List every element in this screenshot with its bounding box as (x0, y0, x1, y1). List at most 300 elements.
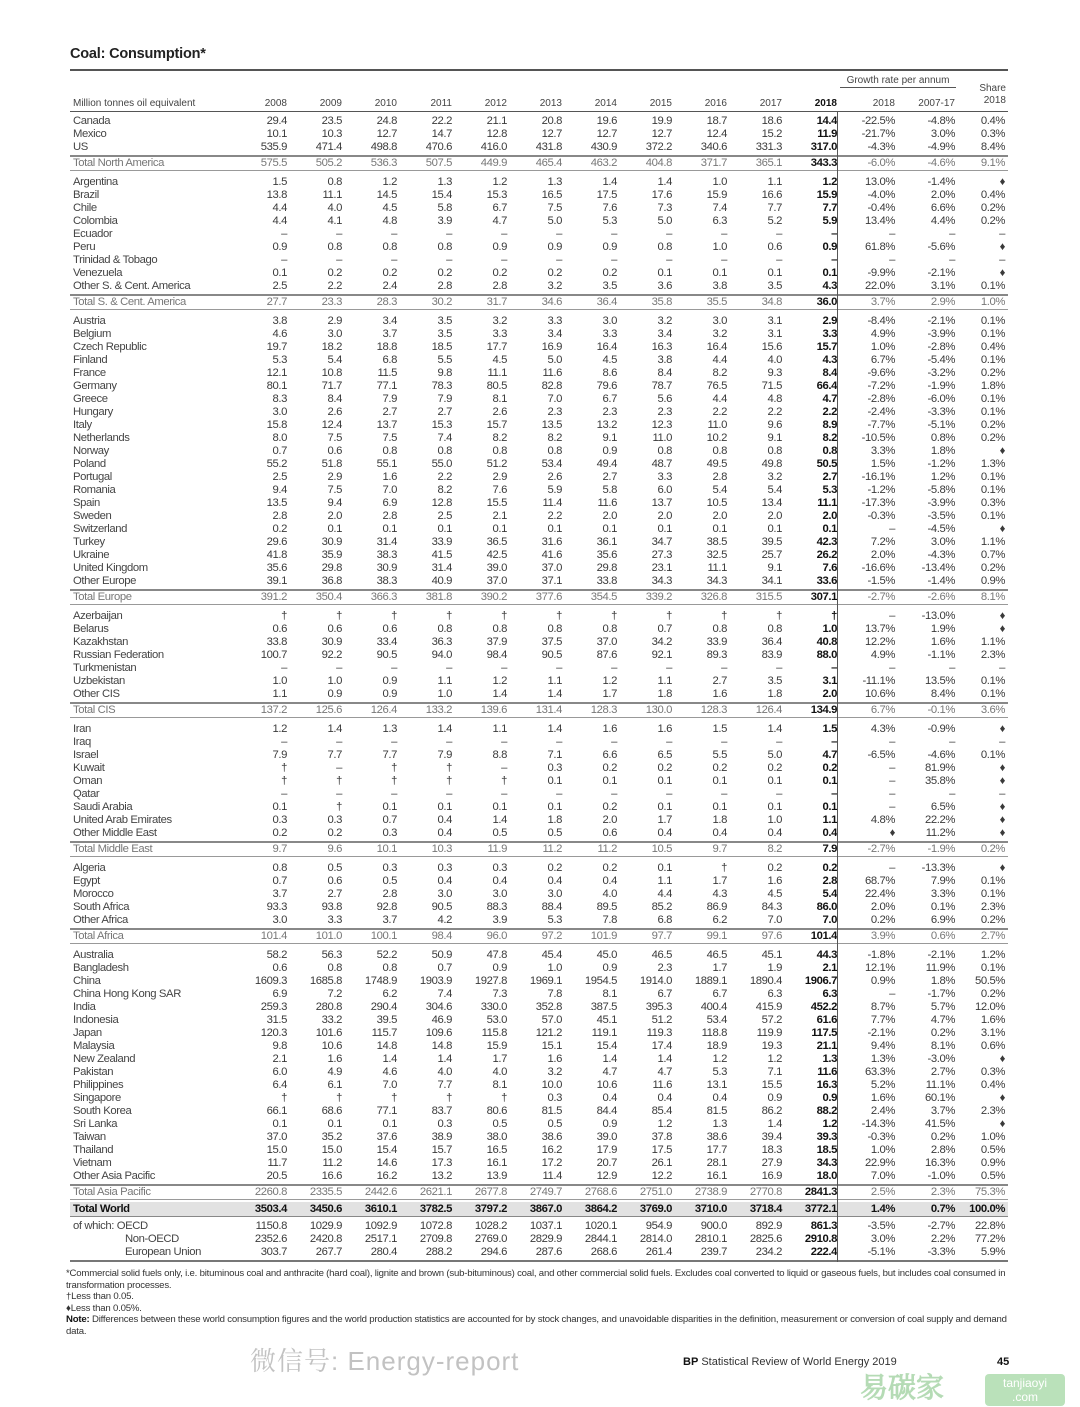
growth-2018: 2.4% (870, 1105, 895, 1117)
value-2014: 119.1 (591, 1027, 617, 1039)
value-2008: 575.5 (260, 157, 287, 169)
value-2010: 0.3 (382, 827, 397, 839)
value-2012: 8.8 (492, 749, 507, 761)
share-2018: 0.1% (980, 354, 1005, 366)
value-2009: 1.6 (327, 1053, 342, 1065)
value-2008: 4.6 (272, 328, 287, 340)
value-2015: 92.1 (651, 649, 672, 661)
row-label: Venezuela (73, 267, 123, 279)
value-2014: 84.4 (596, 1105, 617, 1117)
share-2018: 0.9% (980, 1157, 1005, 1169)
row-label: Other Africa (73, 914, 128, 926)
value-2010: 0.7 (382, 814, 397, 826)
row-label: Other Middle East (73, 827, 157, 839)
growth-2007-17: 16.3% (924, 1157, 955, 1169)
value-2015: 0.4 (657, 827, 672, 839)
value-2017: 16.6 (761, 189, 782, 201)
value-2013: 2.3 (547, 406, 562, 418)
row-label: Philippines (73, 1079, 124, 1091)
value-2010: 0.5 (382, 875, 397, 887)
value-2011: 109.6 (425, 1027, 452, 1039)
share-2018: 0.5% (980, 1144, 1005, 1156)
growth-2018: -17.3% (861, 497, 895, 509)
growth-2018: – (889, 788, 895, 800)
value-2017: 49.8 (761, 458, 782, 470)
growth-2018: 22.0% (864, 280, 895, 292)
value-2015: 34.7 (651, 536, 672, 548)
value-2008: 101.4 (260, 930, 287, 942)
value-2014: 0.9 (602, 962, 617, 974)
table-row (70, 749, 1008, 762)
value-2016: 1.5 (712, 723, 727, 735)
row-label: Russian Federation (73, 649, 164, 661)
value-2015: 37.8 (651, 1131, 672, 1143)
table-row (70, 1053, 1008, 1066)
value-2014: 0.1 (602, 523, 617, 535)
row-label: Thailand (73, 1144, 114, 1156)
value-2015: 130.0 (645, 704, 672, 716)
value-2018: 0.1 (822, 523, 837, 535)
value-2008: 0.1 (272, 801, 287, 813)
value-2009: 0.6 (327, 623, 342, 635)
year-header-2013: 2013 (539, 98, 562, 109)
value-2016: 34.3 (706, 575, 727, 587)
share-2018: 1.8% (980, 380, 1005, 392)
growth-2018: -6.0% (867, 157, 895, 169)
value-2011: 15.7 (431, 1144, 452, 1156)
value-2011: 4.2 (437, 914, 452, 926)
value-2012: 12.8 (486, 128, 507, 140)
value-2016: 0.1 (712, 801, 727, 813)
growth-2007-17: 2.9% (930, 296, 955, 308)
value-2009: 4.0 (327, 202, 342, 214)
value-2011: 14.7 (431, 128, 452, 140)
value-2016: 6.3 (712, 215, 727, 227)
value-2010: 92.8 (376, 901, 397, 913)
value-2015: 119.3 (646, 1027, 672, 1039)
value-2010: 1.3 (382, 723, 397, 735)
value-2009: – (336, 254, 342, 266)
growth-2007-17: 1.2% (930, 471, 955, 483)
value-2008: 2352.6 (254, 1233, 287, 1245)
growth-2018: 4.8% (870, 814, 895, 826)
value-2011: 1903.9 (419, 975, 452, 987)
share-2018: 0.2% (980, 432, 1005, 444)
value-2016: 0.1 (712, 775, 727, 787)
table-row (70, 1079, 1008, 1092)
of-which-row (70, 1246, 1008, 1259)
value-2013: 0.5 (547, 1118, 562, 1130)
value-2016: 2810.1 (694, 1233, 727, 1245)
value-2014: 0.2 (602, 762, 617, 774)
share-2018: 1.6% (980, 1014, 1005, 1026)
growth-2018: 68.7% (864, 875, 895, 887)
row-label: Chile (73, 202, 97, 214)
share-2018: 0.7% (980, 549, 1005, 561)
growth-2007-17: -4.6% (927, 157, 955, 169)
row-label: Iran (73, 723, 91, 735)
value-2012: 15.3 (486, 189, 507, 201)
value-2018: 1.2 (822, 1118, 837, 1130)
value-2013: 431.8 (535, 141, 562, 153)
value-2017: 7.0 (767, 914, 782, 926)
row-label: Mexico (73, 128, 107, 140)
value-2014: 1.2 (602, 675, 617, 687)
value-2012: 3.2 (492, 315, 507, 327)
value-2009: 6.1 (327, 1079, 342, 1091)
value-2008: 35.6 (266, 562, 287, 574)
growth-2018: – (889, 988, 895, 1000)
value-2017: 2825.6 (749, 1233, 782, 1245)
value-2009: 71.7 (321, 380, 342, 392)
value-2018: 18.0 (816, 1170, 837, 1182)
value-2015: 261.4 (645, 1246, 672, 1258)
value-2013: 8.2 (547, 432, 562, 444)
value-2015: 8.4 (657, 367, 672, 379)
value-2015: 23.1 (651, 562, 672, 574)
table-row (70, 497, 1008, 510)
value-2016: 239.7 (700, 1246, 727, 1258)
value-2012: 0.8 (492, 445, 507, 457)
table-row (70, 723, 1008, 736)
value-2017: 0.2 (767, 862, 782, 874)
value-2016: 3.8 (712, 280, 727, 292)
value-2016: 86.9 (706, 901, 727, 913)
value-2017: 18.6 (761, 115, 782, 127)
share-2018: 3.6% (980, 704, 1005, 716)
growth-2018: 1.3% (870, 1053, 895, 1065)
value-2010: 1748.9 (364, 975, 397, 987)
value-2010: 15.4 (376, 1144, 397, 1156)
value-2013: 3.3 (547, 315, 562, 327)
value-2015: 2.3 (657, 962, 672, 974)
row-label: Finland (73, 354, 108, 366)
value-2018: 7.0 (822, 914, 837, 926)
growth-2018: 0.2% (870, 914, 895, 926)
value-2010: – (391, 736, 397, 748)
value-2008: 39.1 (266, 575, 287, 587)
value-2013: 0.1 (547, 775, 562, 787)
value-2012: 139.6 (480, 704, 507, 716)
value-2012: 2.6 (492, 406, 507, 418)
value-2008: 0.6 (272, 623, 287, 635)
growth-2007-17: – (949, 228, 955, 240)
value-2014: 4.0 (602, 888, 617, 900)
row-label: Hungary (73, 406, 113, 418)
growth-2007-17: 1.9% (930, 623, 955, 635)
value-2018: 1.5 (822, 723, 837, 735)
share-2018: 0.1% (980, 280, 1005, 292)
value-2013: 38.6 (541, 1131, 562, 1143)
value-2017: 3.1 (767, 315, 782, 327)
value-2008: 7.9 (272, 749, 287, 761)
value-2011: 0.8 (437, 623, 452, 635)
value-2015: 46.5 (651, 949, 672, 961)
value-2008: † (281, 610, 287, 622)
value-2008: 27.7 (266, 296, 287, 308)
table-row (70, 1157, 1008, 1170)
value-2016: 1889.1 (694, 975, 727, 987)
value-2013: 11.2 (542, 843, 562, 855)
value-2014: 1.6 (602, 723, 617, 735)
value-2018: 117.5 (811, 1027, 837, 1039)
value-2014: 29.8 (596, 562, 617, 574)
value-2008: – (281, 736, 287, 748)
value-2014: 45.0 (596, 949, 617, 961)
value-2018: 34.3 (816, 1157, 837, 1169)
value-2015: 954.9 (645, 1220, 672, 1232)
table-row (70, 328, 1008, 341)
value-2009: – (336, 762, 342, 774)
value-2016: 17.7 (706, 1144, 727, 1156)
value-2009: 1029.9 (309, 1220, 342, 1232)
value-2018: 4.3 (822, 354, 837, 366)
value-2008: 0.2 (272, 827, 287, 839)
value-2015: 3769.0 (639, 1203, 672, 1215)
share-header (979, 83, 1006, 107)
share-2018: 2.3% (980, 649, 1005, 661)
value-2013: 7.8 (547, 988, 562, 1000)
growth-2018: 6.7% (870, 704, 895, 716)
growth-2007-17: 3.0% (930, 128, 955, 140)
value-2017: 5.4 (767, 484, 782, 496)
growth-2018: 2.5% (870, 1186, 895, 1198)
table-row (70, 115, 1008, 128)
value-2010: – (391, 662, 397, 674)
value-2008: 535.9 (260, 141, 287, 153)
share-2018: 0.1% (980, 328, 1005, 340)
share-2018: – (999, 254, 1005, 266)
value-2017: 4.8 (767, 393, 782, 405)
share-2018: 2.3% (980, 1105, 1005, 1117)
value-2013: 16.5 (541, 189, 562, 201)
value-2015: 12.2 (651, 1170, 672, 1182)
value-2016: 6.7 (712, 988, 727, 1000)
row-label: United Kingdom (73, 562, 148, 574)
value-2017: 0.1 (767, 523, 782, 535)
value-2016: 12.4 (706, 128, 727, 140)
value-2017: – (776, 254, 782, 266)
value-2011: 41.5 (431, 549, 452, 561)
value-2016: 2738.9 (694, 1186, 727, 1198)
value-2018: 0.9 (822, 241, 837, 253)
growth-2018: -1.8% (867, 949, 895, 961)
growth-2007-17: 2.3% (930, 1186, 955, 1198)
row-label: Turkmenistan (73, 662, 137, 674)
row-label: Other Europe (73, 575, 137, 587)
value-2015: 11.6 (652, 1079, 672, 1091)
value-2010: 6.2 (382, 988, 397, 1000)
value-2018: 8.4 (822, 367, 837, 379)
value-2013: 31.6 (541, 536, 562, 548)
value-2009: 350.4 (315, 591, 342, 603)
value-2012: 16.5 (486, 1144, 507, 1156)
value-2014: 10.6 (596, 1079, 617, 1091)
table-row (70, 623, 1008, 636)
share-2018: ♦ (999, 610, 1005, 622)
table-row (70, 988, 1008, 1001)
value-2012: 390.2 (480, 591, 507, 603)
share-2018: 0.2% (980, 202, 1005, 214)
value-2010: 14.5 (376, 189, 397, 201)
value-2017: 0.9 (767, 1092, 782, 1104)
value-2011: 40.9 (431, 575, 452, 587)
table-row (70, 228, 1008, 241)
value-2011: 31.4 (431, 562, 452, 574)
value-2008: 33.8 (266, 636, 287, 648)
share-2018: 22.8% (974, 1220, 1005, 1232)
value-2009: 267.7 (315, 1246, 342, 1258)
value-2016: 8.2 (712, 367, 727, 379)
row-label: Italy (73, 419, 92, 431)
value-2017: 1.4 (767, 1118, 782, 1130)
value-2012: 2.8 (492, 280, 507, 292)
growth-2007-17: 0.1% (930, 901, 955, 913)
column-divider (837, 112, 838, 1262)
value-2009: 4.9 (327, 1066, 342, 1078)
value-2015: 0.1 (657, 862, 672, 874)
value-2012: 96.0 (486, 930, 507, 942)
value-2008: 0.1 (272, 1118, 287, 1130)
value-2014: 0.6 (602, 827, 617, 839)
value-2009: 9.6 (327, 843, 342, 855)
value-2011: 2.7 (437, 406, 452, 418)
value-2008: 93.3 (266, 901, 287, 913)
value-2018: 7.6 (822, 562, 837, 574)
value-2016: 76.5 (706, 380, 727, 392)
value-2009: 18.2 (321, 341, 342, 353)
value-2014: 17.9 (596, 1144, 617, 1156)
value-2017: 34.8 (761, 296, 782, 308)
value-2009: 505.2 (315, 157, 342, 169)
value-2014: 33.8 (596, 575, 617, 587)
value-2012: 1927.8 (474, 975, 507, 987)
value-2016: – (721, 788, 727, 800)
value-2015: 5.0 (657, 215, 672, 227)
value-2013: 15.1 (541, 1040, 562, 1052)
table-row (70, 341, 1008, 354)
value-2017: 2.2 (767, 406, 782, 418)
row-label: Kazakhstan (73, 636, 129, 648)
growth-2018: 2.0% (870, 549, 895, 561)
growth-2018: – (889, 801, 895, 813)
growth-2007-17: -5.1% (927, 419, 955, 431)
growth-2007-17: -1.9% (927, 843, 955, 855)
value-2012: 38.0 (486, 1131, 507, 1143)
growth-2007-17: 4.7% (930, 1014, 955, 1026)
value-2011: 36.3 (431, 636, 452, 648)
value-2018: – (831, 662, 837, 674)
value-2010: 28.3 (376, 296, 397, 308)
row-label: Germany (73, 380, 117, 392)
value-2018: 50.5 (816, 458, 837, 470)
value-2008: 10.1 (266, 128, 287, 140)
value-2011: 22.2 (431, 115, 452, 127)
value-2010: 0.9 (382, 688, 397, 700)
value-2013: 0.8 (547, 623, 562, 635)
value-2010: 3.4 (382, 315, 397, 327)
value-2018: 222.4 (810, 1246, 837, 1258)
value-2015: 17.4 (651, 1040, 672, 1052)
value-2013: 1037.1 (529, 1220, 562, 1232)
value-2014: 2.7 (602, 471, 617, 483)
value-2008: 6.9 (272, 988, 287, 1000)
value-2010: 0.2 (382, 267, 397, 279)
value-2017: 97.6 (761, 930, 782, 942)
value-2017: 13.4 (761, 497, 782, 509)
value-2014: 463.2 (590, 157, 617, 169)
value-2011: † (446, 1092, 452, 1104)
growth-2007-17: 7.9% (930, 875, 955, 887)
value-2015: 0.4 (657, 1092, 672, 1104)
value-2014: 11.2 (597, 843, 617, 855)
value-2010: 100.1 (370, 930, 397, 942)
share-2018: 0.3% (980, 1066, 1005, 1078)
value-2014: 1.4 (602, 176, 617, 188)
value-2010: 290.4 (370, 1001, 397, 1013)
value-2012: 88.3 (486, 901, 507, 913)
value-2013: 82.8 (541, 380, 562, 392)
table-row (70, 736, 1008, 749)
value-2018: 2.9 (822, 315, 837, 327)
table-row (70, 484, 1008, 497)
value-2018: 1.1 (822, 814, 837, 826)
value-2013: 16.2 (541, 1144, 562, 1156)
value-2017: 3.2 (767, 471, 782, 483)
value-2018: 86.0 (816, 901, 837, 913)
value-2016: 900.0 (700, 1220, 727, 1232)
value-2017: – (776, 736, 782, 748)
value-2009: 0.9 (327, 688, 342, 700)
value-2016: 0.4 (712, 1092, 727, 1104)
value-2014: 19.6 (596, 115, 617, 127)
share-2018: 12.0% (974, 1001, 1005, 1013)
value-2009: 3.0 (327, 328, 342, 340)
value-2009: † (336, 610, 342, 622)
growth-2007-17: -1.7% (927, 988, 955, 1000)
value-2015: † (666, 610, 672, 622)
value-2009: 0.2 (327, 267, 342, 279)
growth-2018: 5.2% (870, 1079, 895, 1091)
value-2015: 3.4 (657, 328, 672, 340)
value-2018: 5.3 (822, 484, 837, 496)
growth-2018: 63.3% (864, 1066, 895, 1078)
value-2015: – (666, 662, 672, 674)
value-2013: 45.4 (541, 949, 562, 961)
value-2013: 37.0 (541, 562, 562, 574)
growth-2007-17: -4.8% (927, 115, 955, 127)
value-2008: 12.1 (266, 367, 287, 379)
value-2017: 1.1 (767, 176, 782, 188)
share-2018: 1.0% (980, 1131, 1005, 1143)
value-2013: 16.9 (541, 341, 562, 353)
value-2015: 404.8 (645, 157, 672, 169)
value-2008: 391.2 (260, 591, 287, 603)
value-2012: 36.5 (486, 536, 507, 548)
value-2011: 30.2 (431, 296, 452, 308)
share-2018: 2.3% (980, 901, 1005, 913)
value-2012: 39.0 (486, 562, 507, 574)
value-2009: 2.9 (327, 315, 342, 327)
value-2013: 7.0 (547, 393, 562, 405)
value-2016: 326.8 (700, 591, 727, 603)
value-2012: 2.1 (492, 510, 507, 522)
value-2017: 0.2 (767, 762, 782, 774)
value-2008: 9.4 (272, 484, 287, 496)
value-2012: 1.4 (492, 688, 507, 700)
row-label: Bangladesh (73, 962, 129, 974)
value-2017: 1.6 (767, 875, 782, 887)
